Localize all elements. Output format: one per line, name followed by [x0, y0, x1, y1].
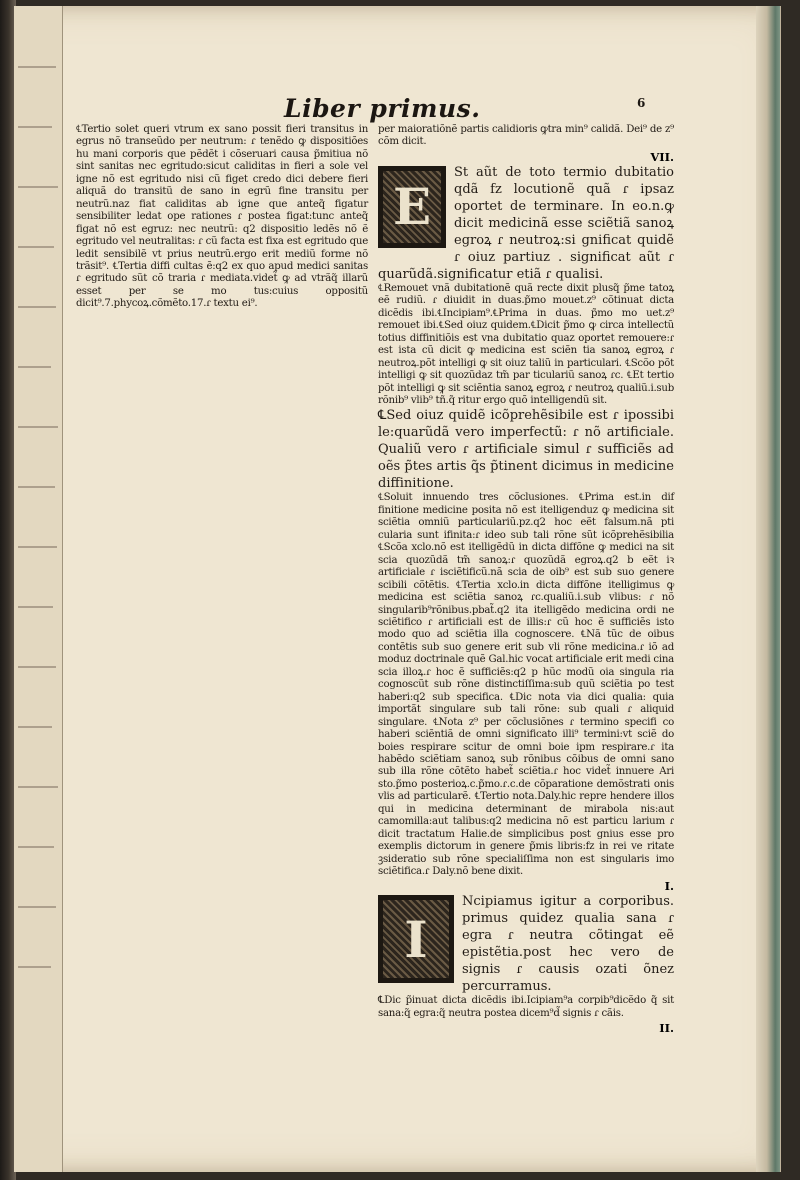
running-title: Liber primus.	[284, 94, 481, 123]
page-fore-edge	[756, 6, 780, 1172]
left-column-text: ℄Tertio solet queri vtrum ex sano possit fieri transitus in egrus nõ transeũdo per neutrum: ɾ tenẽdo ꝙ dispositiões hu mani corporis que pẽdẽt i cõseruari causa p̃mitiua nõ sint sanitas nec egritudo:sicut caliditas in fieri a sole vel igne nõ est egritudo nisi cũ figet credo dici debere fieri aliquã do transitũ de sano in egrũ fine transitu per neutrũ.naz fiat caliditas ab igne que anteq̃ figatur sensibiliter ledat ope rationes ɾ postea figat:tunc anteq̃ figat nõ est egruz: nec neutrũ: q2 dispositio ledẽs nõ ẽ egritudo vel neutralitas: ɾ cũ facta est fixa est egritudo que ledit sensibilẽ vt prius neutrũ.ergo erit mediũ forme nõ trãsit⁹. ℄Tertia diffi cultas ẽ:q2 ex quo apud medici sanitas ɾ egritudo sũt cõ traria ɾ mediata.videt̃ ꝙ ad vtrãq̃ illarũ esset per se mo tus:cuius oppositũ dicit⁹.7.phycoꝝ.cõmẽto.17.ɾ textu ei⁹.	[76, 124, 368, 310]
aphorism-text: ℄Sed oiuz quidẽ icõprehẽsibile est ɾ ipossibi le:quarũdã vero imperfectũ: ɾ nõ artificiale. Qualiũ vero ɾ artificiale simul ɾ sufficiẽs ad oẽs p̃tes artis q̃s p̃tinent dicimus in medicine diffinitione.	[378, 408, 674, 492]
book-page	[14, 6, 781, 1172]
continued-text: per maioratiõnẽ partis calidioris ꝙtra min⁹ calidã. Dei⁹ de z⁹ cõm dicit.	[378, 124, 674, 148]
commentary-text: ℄Remouet vnã dubitationẽ quã recte dixit plusq̃ p̃me tatoꝝ eẽ rudiũ. ɾ diuidit in duas.p̃mo mouet.z⁹ cõtinuat dicta dicẽdis ibi.℄Incipiam⁹.℄Prima in duas. p̃mo mo uet.z⁹ remouet ibi.℄Sed oiuz quidem.℄Dicit p̃mo ꝙ circa intellectũ totius diffinitiõis est vna dubitatio quaz oportet remouere:ɾ est ista cũ dicit ꝙ medicina est sciẽn tia sanoꝝ egroꝝ ɾ neutroꝝ.põt intelligi ꝙ sit oiuz taliũ in particulari. ℄Scõo põt intelligi ꝙ sit quozũdaz tm̃ par ticulariũ sanoꝝ ɾc. ℄Et tertio põt intelligi ꝙ sit sciẽntia sanoꝝ egroꝝ ɾ neutroꝝ qualiũ.i.sub rõnib⁹ vlib⁹ tñ.q̃ ritur ergo quõ intelligendũ sit.	[378, 282, 674, 406]
chapter-number: VII.	[650, 149, 674, 164]
commentary-text: ℄Soluit innuendo tres cõclusiones. ℄Prima est.in dif finitione medicine posita nõ est itelligenduz ꝙ medicina sit sciẽtia omniũ particulariũ.pz.q2 hoc eẽt falsum.nã pti cularia sunt ifinita:ɾ ideo sub tali rõne sũt icõprehẽsibilia ℄Scõa xclo.nõ est itelligẽdũ in dicta diffõne ꝙ medici na sit scia quozũdã tm̃ sanoꝝ:ɾ quozũdã egroꝝ.q2 b eẽt iꝛ artificiale ɾ isciẽtificũ.nã scia de oib⁹ est sub suo genere scibili cõtẽtis. ℄Tertia xclo.in dicta diffõne itelligimus ꝙ medicina est sciẽtia sanoꝝ ɾc.qualiũ.i.sub vlibus: ɾ nõ singularib⁹rõnibus.pbat̃.q2 ita itelligẽdo medicina ordi ne sciẽtifico ɾ artificiali est de illis:ɾ cũ hoc ẽ sufficiẽs isto modo quo ad sciẽtia illa cognoscere. ℄Nã tũc de oibus contẽtis sub suo genere erit sub vli rõne medicina.ɾ iõ ad moduz doctrinale quẽ Gal.hic vocat artificiale erit medi cina scia illoꝝ.ɾ hoc ẽ sufficiẽs:q2 p hũc modũ oia singula ria cognoscũt sub rõne distinctiſſima:sub quũ sciẽtia po test haberi:q2 sub specifica. ℄Dic nota via dici qualia: quia importãt singulare sub tali rõne: sub quali ɾ aliquid singulare. ℄Nota z⁹ per cõclusiõnes ɾ termino specifi co haberi sciẽntiã de omni significato illi⁹ termini:vt sciẽ do boies respirare scitur de omni boie ipm respirare.ɾ ita habẽdo sciẽtiam sanoꝝ sub rõnibus cõibus de omni sano sub illa rõne cõtẽto habet̃ sciẽtia.ɾ hoc videt̃ innuere Ari sto.p̃mo posterioꝝ.c.p̃mo.ɾ.c.de cõparatione demõstrati onis vlis ad particularẽ. ℄Tertio nota.Daly.hic repre hendere illos qui in medicina determinant de mirabola nis:aut camomilla:aut talibus:q2 medicina nõ est particu larium ɾ dicit tractatum Halie.de simplicibus post gnius esse pro exemplis dictorum in genere p̃mis libris:fz in rei ve ritate ꝫsideratio sub rõne specialiſſima non est singularis imo sciẽtifica.ɾ Daly.nõ bene dixit.	[378, 492, 674, 878]
initial-letter: E	[392, 177, 432, 237]
chapter-number: I.	[664, 879, 674, 894]
decorated-initial	[378, 895, 454, 983]
commentary-text: ℄Dic p̃inuat dicta dicẽdis ibi.Icipiam⁹a corpib⁹dicẽdo q̃ sit sana:q̃ egra:q̃ neutra postea dicem⁹d̃ signis ɾ cãis.	[378, 995, 674, 1019]
aphorism-text: St aũt de toto termio dubitatio qdã fz locutionẽ quã ɾ ipsaz oportet de terminare. In eo.n.ꝙ dicit medicinã esse sciẽtiã sanoꝝ egroꝝ ɾ neutroꝝ:si gnificat quidẽ ɾ oiuz partiuz . significat aũt ɾ quarũdã.significatur etiã ɾ qualisi.	[378, 164, 674, 282]
facing-page-edge	[14, 6, 63, 1172]
folio-number: 6	[637, 96, 646, 110]
aphorism-text: Ncipiamus igitur a corporibus. primus quidez qualia sana ɾ egra ɾ neutra cõtingat eẽ epistẽtia.post hec vero de signis ɾ causis ozati õnez percurramus.	[462, 894, 674, 995]
right-column	[378, 124, 674, 1036]
decorated-initial	[378, 166, 446, 248]
chapter-number: II.	[659, 1021, 674, 1036]
left-column	[76, 124, 368, 982]
initial-letter: I	[404, 909, 428, 969]
